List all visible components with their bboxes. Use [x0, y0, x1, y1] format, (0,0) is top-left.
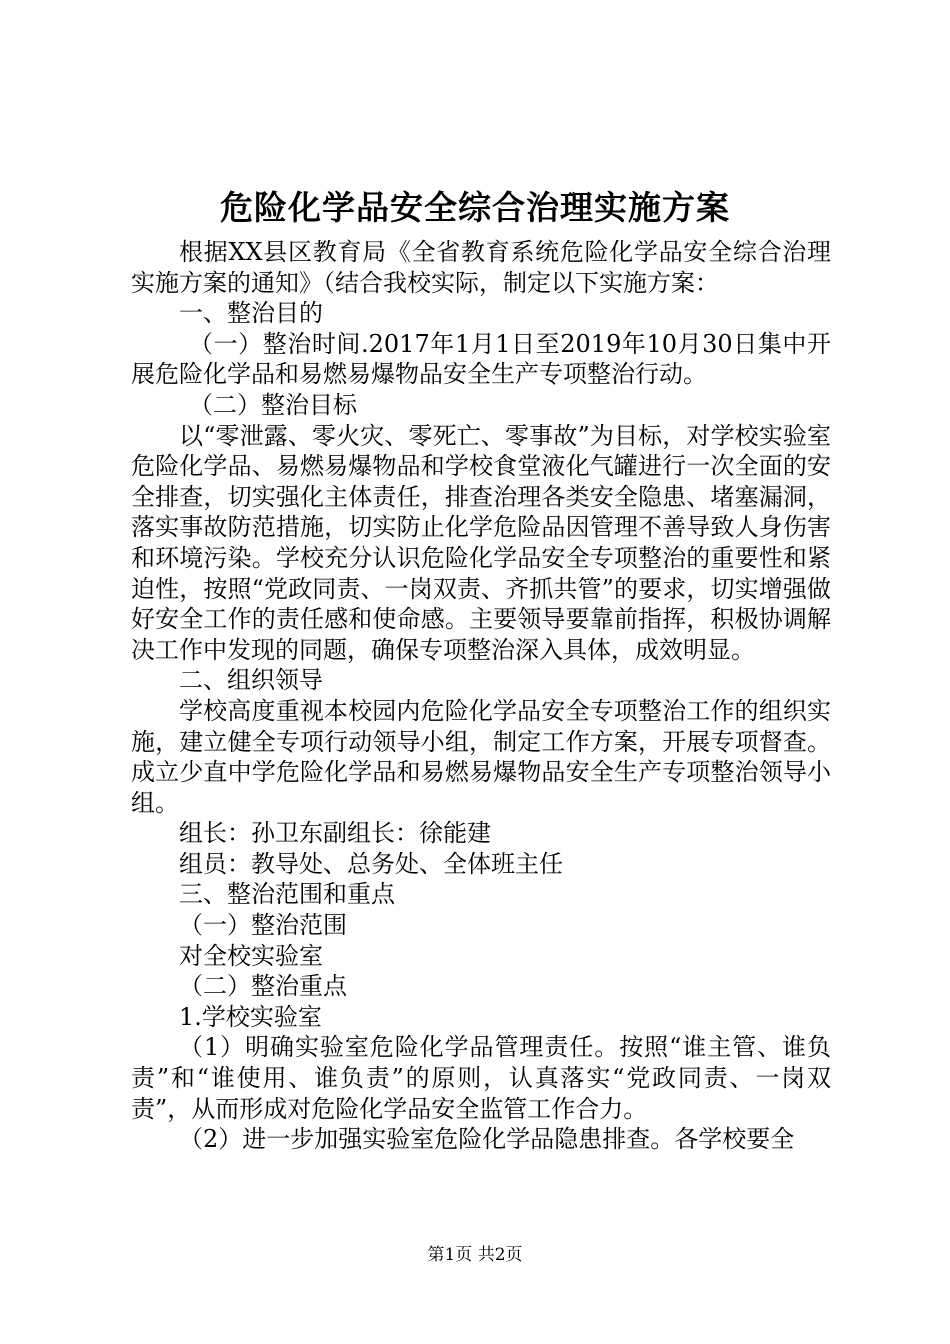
subsection-heading-scope: （一）整治范围: [179, 911, 347, 940]
item-heading-lab: 1.学校实验室: [179, 1002, 322, 1031]
document-title: 危险化学品安全综合治理实施方案: [220, 188, 730, 227]
paragraph-members: 组员：教导处、总务处、全体班主任: [179, 849, 563, 878]
subsection-heading-goal: （二）整治目标: [189, 390, 357, 419]
subsection-heading-focus: （二）整治重点: [179, 972, 347, 1001]
section-heading-1: 一、整治目的: [179, 299, 323, 328]
paragraph-intro: 根据XX县区教育局《全省教育系统危险化学品安全综合治理实施方案的通知》（结合我校实际，制定以下实施方案：: [131, 238, 831, 297]
paragraph-goal: 以“零泄露、零火灾、零死亡、零事故”为目标，对学校实验室危险化学品、易燃易爆物品和学校食堂液化气罐进行一次全面的安全排查，切实强化主体责任，排查治理各类安全隐患、堵塞漏洞，落实事故防范措施，切实防止化学危险品因管理不善导致人身伤害和环境污染。学校充分认识危险化学品安全专项整治的重要性和紧迫性，按照“党政同责、一岗双责、齐抓共管”的要求，切实增强做好安全工作的责任感和使命感。主要领导要靠前指挥，积极协调解决工作中发现的同题，确保专项整治深入具体，成效明显。: [131, 421, 831, 664]
paragraph-leadership: 学校高度重视本校园内危险化学品安全专项整治工作的组织实施，建立健全专项行动领导小组，制定工作方案，开展专项督查。成立少直中学危险化学品和易燃易爆物品安全生产专项整治领导小组。: [131, 696, 831, 817]
paragraph-scope: 对全校实验室: [179, 941, 323, 970]
section-heading-3: 三、整治范围和重点: [179, 880, 395, 909]
paragraph-item-1: （1）明确实验室危险化学品管理责任。按照“谁主管、谁负责”和“谁使用、谁负责”的原则，认真落实“党政同责、一岗双责”，从而形成对危险化学品安全监管工作合力。: [131, 1033, 831, 1123]
paragraph-time: （一）整治时间.2017年1月1日至2019年10月30日集中开展危险化学品和易燃易爆物品安全生产专项整治行动。: [131, 329, 831, 389]
document-body: [131, 237, 831, 1155]
paragraph-item-2: （2）进一步加强实验室危险化学品隐患排查。各学校要全: [179, 1125, 795, 1154]
section-heading-2: 二、组织领导: [179, 666, 323, 695]
paragraph-leaders: 组长：孙卫东副组长：徐能建: [179, 819, 491, 848]
page-footer: 第1页 共2页: [427, 1245, 523, 1265]
